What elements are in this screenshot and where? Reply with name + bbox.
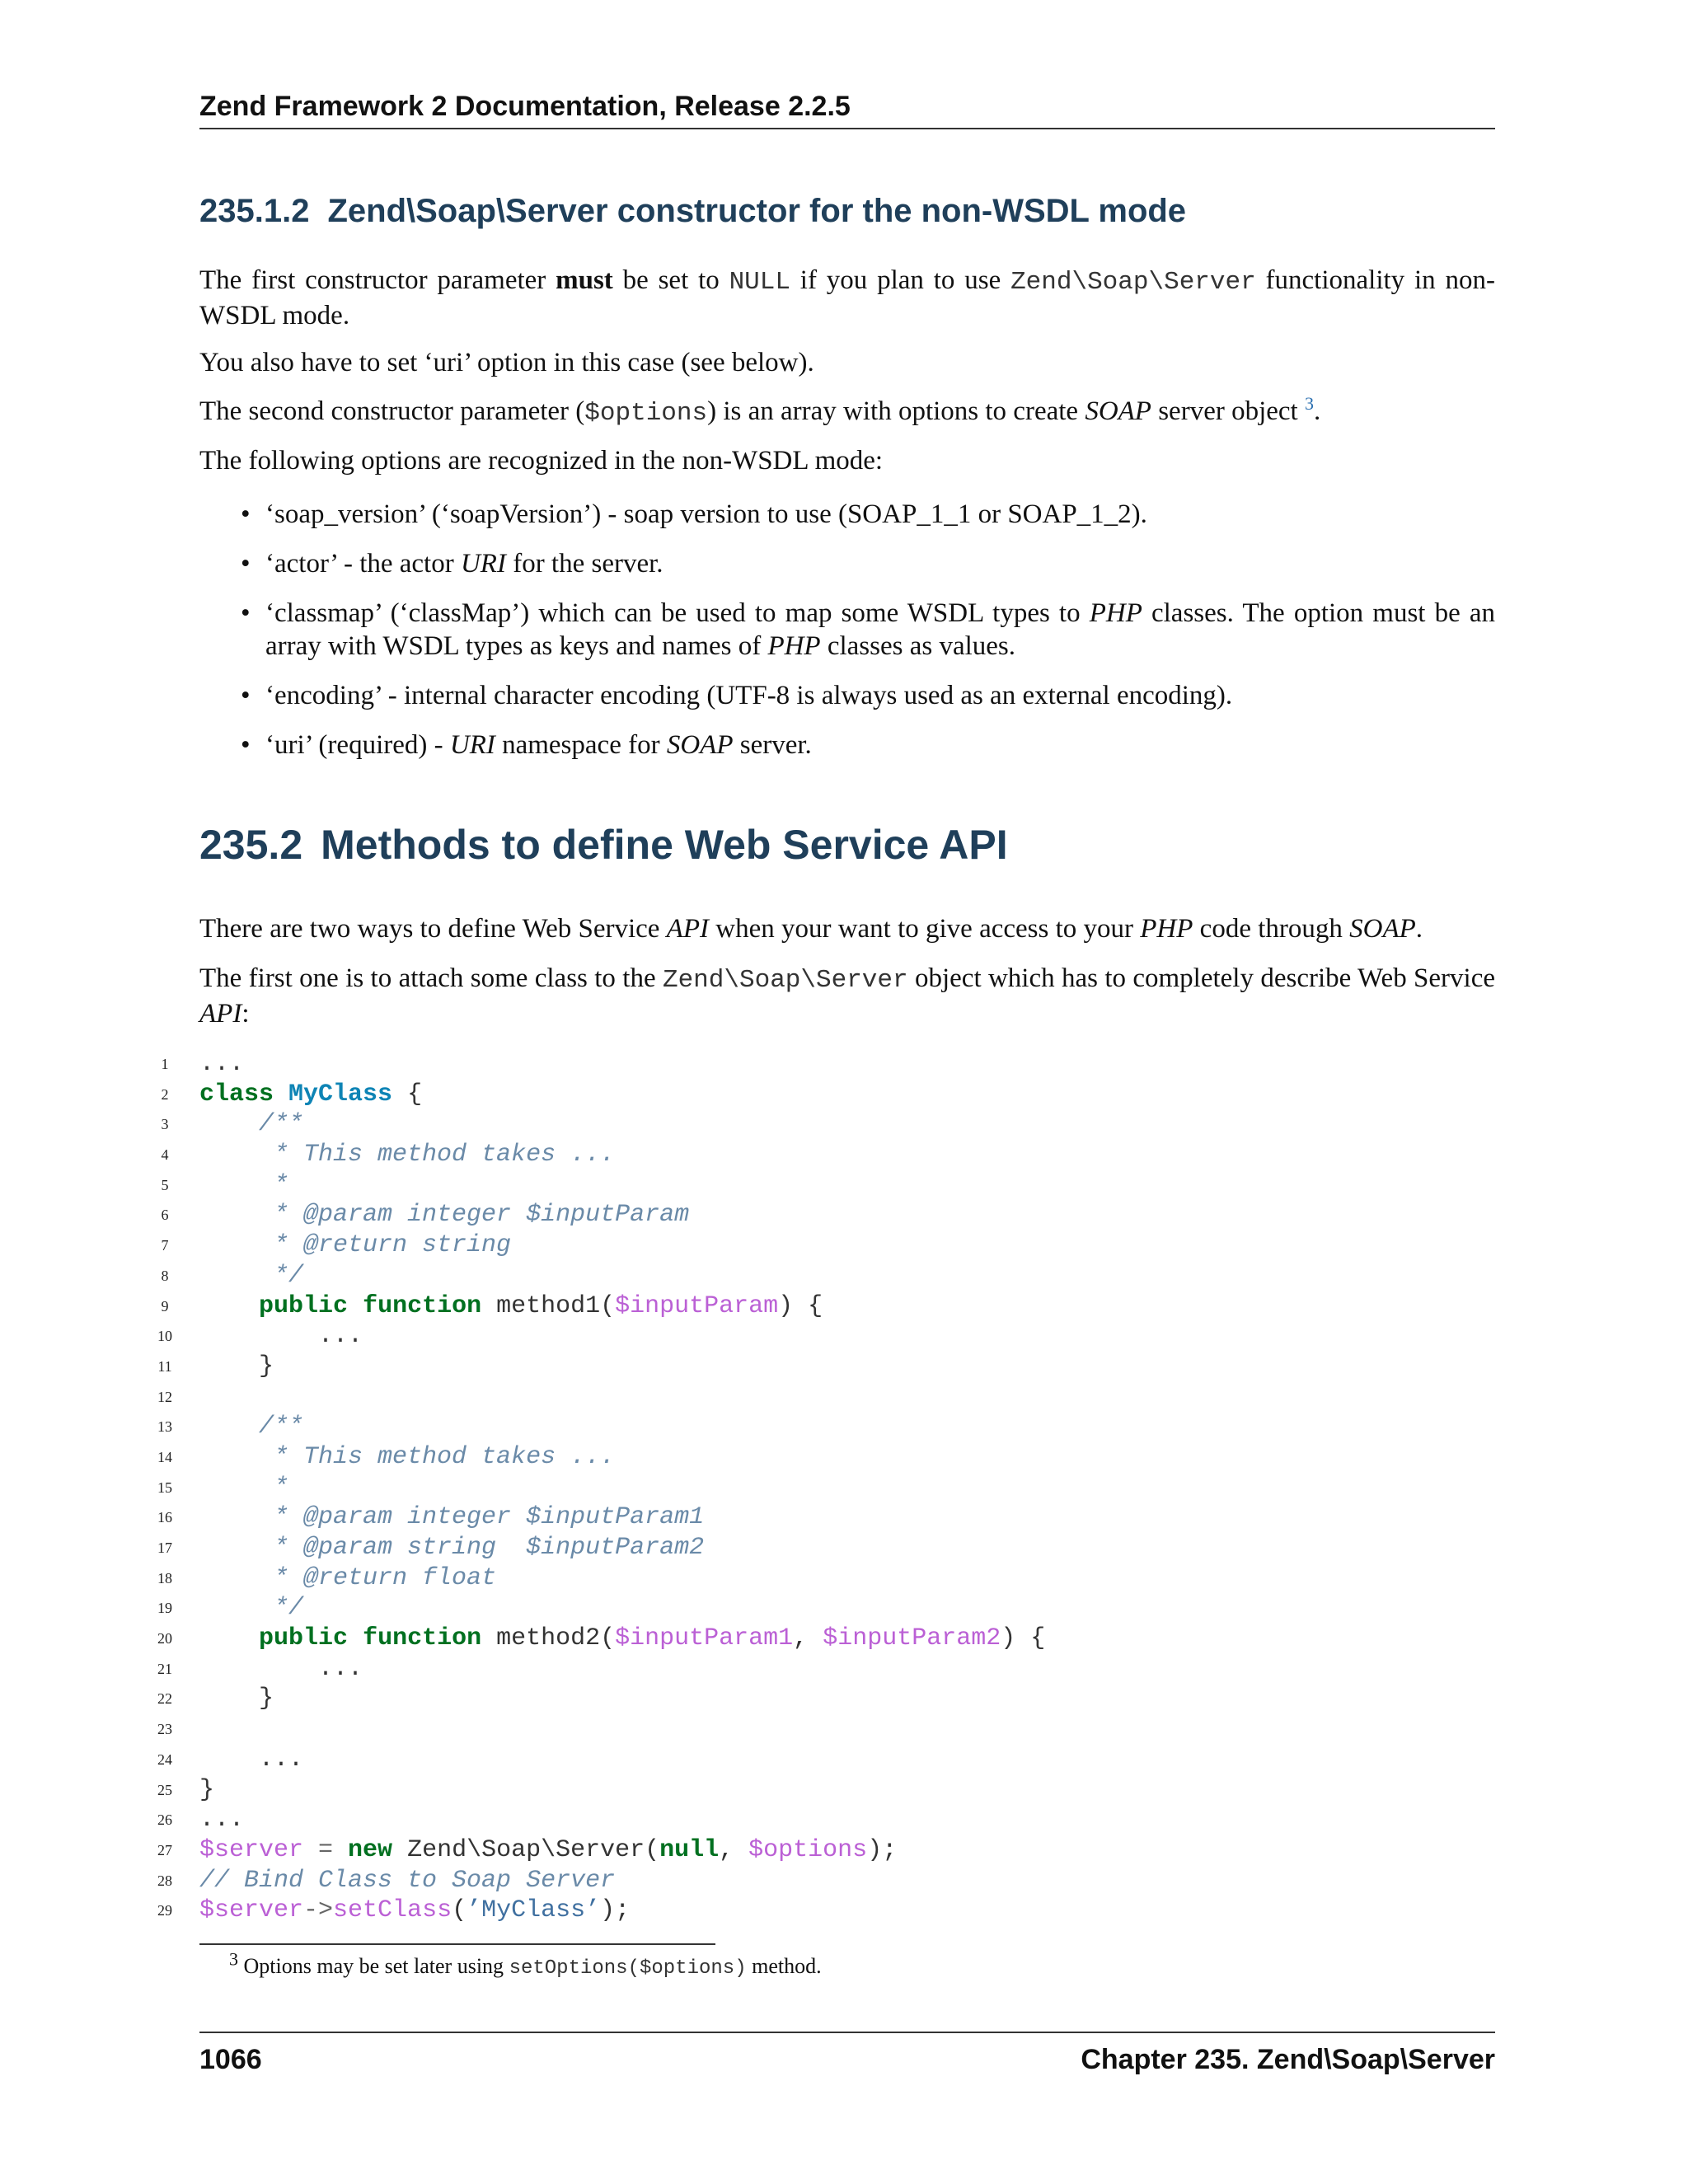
paragraph-constructor-null: The first constructor parameter must be set to NULL if you plan to use Zend\Soap\Server functionality in non-WSDL mode. [199,265,1495,330]
line-number: 2 [161,1085,169,1103]
options-list [265,498,1495,778]
line-number: 17 [157,1540,172,1556]
code-line: 29 $server->setClass(’MyClass’); [148,1896,1495,1926]
code-line: 5 * [148,1170,1495,1201]
list-item: • ‘classmap’ (‘classMap’) which can be used to map some WSDL types to PHP classes. The option must be an array with WSDL types as keys and names of PHP classes as values. [265,597,1495,663]
line-number: 21 [157,1660,172,1677]
code-line: 9 public function method1($inputParam) { [148,1291,1495,1322]
line-number: 24 [157,1750,172,1768]
line-number: 13 [157,1418,172,1436]
line-number: 16 [157,1509,172,1526]
code-line: 6 * @param integer $inputParam [148,1200,1495,1230]
code-line: 10 ... [148,1321,1495,1352]
code-line: 26 ... [148,1805,1495,1835]
line-number: 6 [161,1207,169,1224]
line-number: 25 [157,1781,172,1798]
paragraph-two-ways: There are two ways to define Web Service API when your want to give access to your PHP code through SOAP. [199,914,1423,944]
line-number: 18 [157,1569,172,1586]
code-line: 7 * @return string [148,1230,1495,1261]
code-line: 24 ... [148,1745,1495,1775]
code-line: 13 /** [148,1412,1495,1442]
code-line: 27 $server = new Zend\Soap\Server(null, $options); [148,1835,1495,1866]
line-number: 12 [157,1388,172,1405]
footnote-ref[interactable]: 3 [1304,393,1314,414]
line-number: 4 [161,1146,169,1164]
paragraph-uri-option: You also have to set ‘uri’ option in this case (see below). [199,348,814,377]
code-line [148,1382,1495,1413]
code-line: 1 ... [148,1049,1495,1080]
line-number: 27 [157,1841,172,1858]
chapter-title: Chapter 235. Zend\Soap\Server [1081,2044,1495,2075]
list-item: • ‘encoding’ - internal character encoding (UTF-8 is always used as an external encoding). [265,679,1495,712]
code-line: 14 * This method takes ... [148,1442,1495,1473]
section-number: 235.2 [199,822,303,868]
section-title: Methods to define Web Service API [321,822,1008,868]
code-line: 19 */ [148,1593,1495,1624]
line-number: 15 [157,1479,172,1496]
code-line: 8 */ [148,1261,1495,1291]
footnote-number: 3 [229,1948,238,1970]
code-line: 11 } [148,1352,1495,1382]
list-item: • ‘actor’ - the actor URI for the server. [265,547,1495,580]
subsection-heading [199,193,1186,230]
line-number: 29 [157,1902,172,1919]
code-line: 28 // Bind Class to Soap Server [148,1866,1495,1896]
line-number: 8 [161,1267,169,1284]
footnote: $^3$ Options may be set later using setOptions($options) method. [229,1948,822,1980]
line-number: 3 [161,1116,169,1133]
line-number: 7 [161,1237,169,1254]
line-number: 1 [161,1056,169,1072]
line-number: 5 [161,1176,169,1193]
paragraph-second-parameter: The second constructor parameter ($options) is an array with options to create SOAP server object $^3$. [199,393,1321,428]
code-line: 20 public function method2($inputParam1, $inputParam2) { [148,1624,1495,1654]
line-number: 26 [157,1811,172,1829]
subsection-title: Zend\Soap\Server constructor for the non-WSDL mode [327,193,1187,229]
code-line: 22 } [148,1684,1495,1714]
code-line: 18 * @return float [148,1563,1495,1594]
line-number: 20 [157,1630,172,1647]
line-number: 28 [157,1872,172,1889]
code-line: 3 /** [148,1109,1495,1140]
code-line: 25 } [148,1775,1495,1806]
code-line [148,1714,1495,1745]
subsection-number: 235.1.2 [199,193,310,229]
code-line: 15 * [148,1473,1495,1503]
section-heading [199,821,1008,869]
footer-divider [199,2032,1495,2033]
code-line: 2 class MyClass { [148,1080,1495,1110]
document-page [157,0,1496,2184]
line-number: 9 [161,1297,169,1315]
code-line: 17 * @param string $inputParam2 [148,1533,1495,1563]
line-number: 10 [157,1328,172,1345]
paragraph-attach-class: The first one is to attach some class to the Zend\Soap\Server object which has to completely describe Web Service API: [199,963,1496,1029]
line-number: 22 [157,1690,172,1708]
code-line: 4 * This method takes ... [148,1140,1495,1170]
running-header: Zend Framework 2 Documentation, Release 2.2.5 [199,91,1495,129]
line-number: 14 [157,1448,172,1465]
line-number: 23 [157,1721,172,1738]
code-line: 21 ... [148,1654,1495,1685]
list-item: • ‘uri’ (required) - URI namespace for SOAP server. [265,729,1495,762]
line-number: 19 [157,1600,172,1617]
paragraph-options-intro: The following options are recognized in the non-WSDL mode: [199,446,884,476]
line-number: 11 [157,1357,172,1375]
list-item: • ‘soap_version’ (‘soapVersion’) - soap version to use (SOAP_1_1 or SOAP_1_2). [265,498,1495,531]
page-number: 1066 [199,2044,262,2075]
footnote-divider [199,1943,715,1945]
code-listing [148,1049,1495,1926]
code-line: 16 * @param integer $inputParam1 [148,1502,1495,1533]
